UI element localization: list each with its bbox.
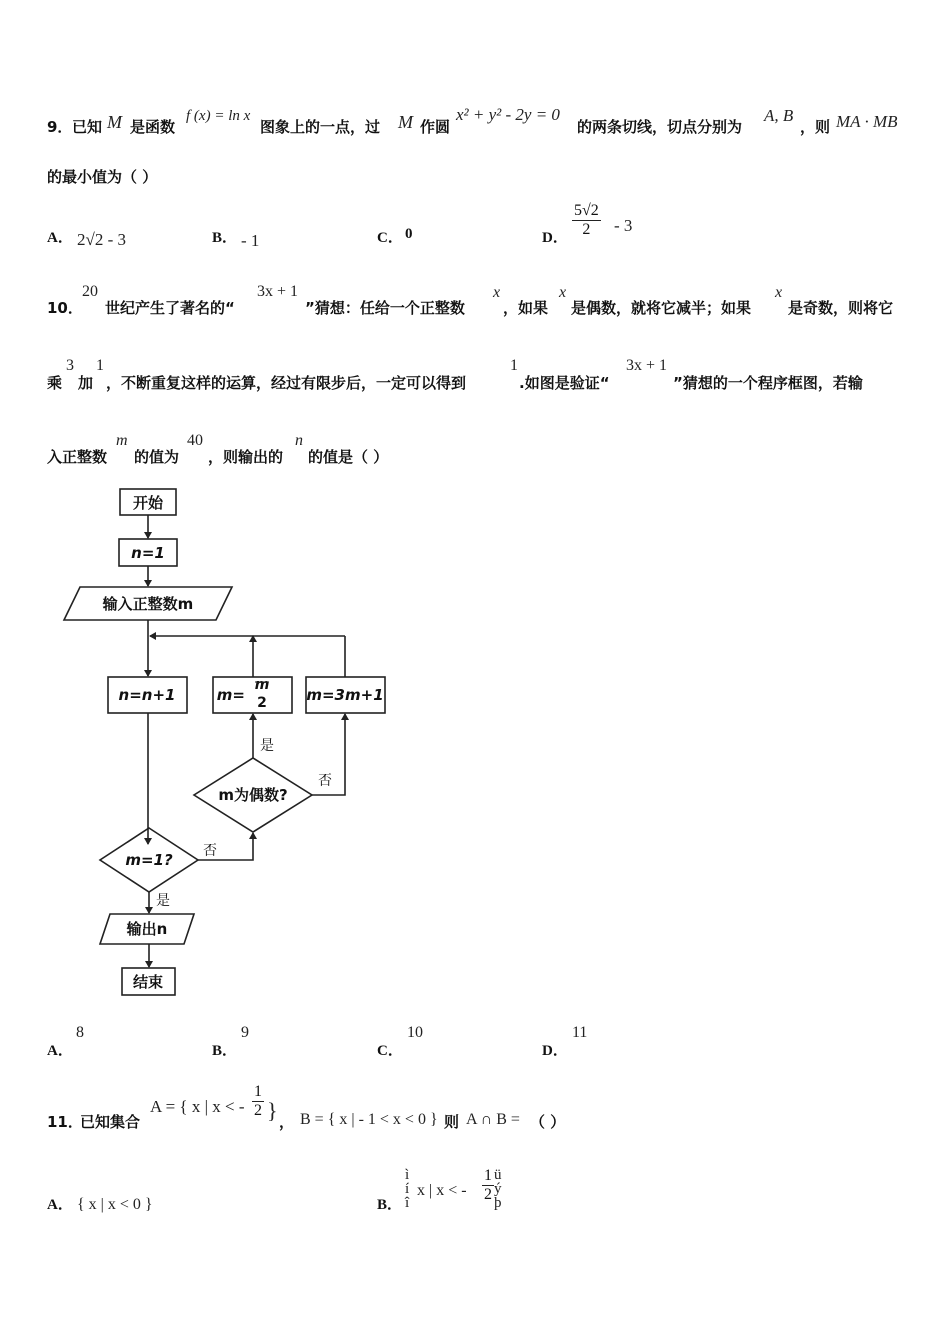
q11-option-b-value: x | x < - xyxy=(417,1182,467,1199)
q10-text-12: 的值为 xyxy=(134,448,180,466)
q10-num-1: 1 xyxy=(96,357,104,374)
q10-x-3: x xyxy=(775,284,783,301)
q9-option-b-value: - 1 xyxy=(241,231,260,250)
q10-option-c-value: 10 xyxy=(407,1024,423,1041)
q9-line-2: 的最小值为（ ） xyxy=(47,168,158,186)
q10-number: 10． xyxy=(47,299,83,317)
q10-text-6: 乘 xyxy=(47,374,63,392)
flowchart-yes-1: 是 xyxy=(260,738,274,754)
q10-text-13: ，则输出的 xyxy=(208,448,284,466)
q9-text-5: 的两条切线，切点分别为 xyxy=(577,118,743,136)
q11-set-a-fraction xyxy=(252,1083,264,1120)
flowchart-half-num: m xyxy=(254,677,270,693)
q10-text-2: ”猜想：任给一个正整数 xyxy=(305,299,465,317)
q10-option-c-label: C． xyxy=(377,1043,403,1059)
q9-function: f (x) = ln x xyxy=(186,108,251,124)
q9-text-4: 作圆 xyxy=(420,118,451,136)
q11-number: 11． xyxy=(47,1113,83,1131)
flowchart-half-left: m= xyxy=(216,686,245,704)
flowchart-init-label: n=1 xyxy=(131,544,165,562)
q11-text-2: 则 xyxy=(444,1113,460,1131)
q11-option-b-fraction xyxy=(482,1167,494,1204)
q10-text-14: 的值是（ ） xyxy=(308,448,389,466)
q11-set-a-close-brace: } xyxy=(267,1098,278,1123)
flowchart-half-den: 2 xyxy=(257,695,267,711)
q9-text-3: 图象上的一点，过 xyxy=(260,118,381,136)
q10-option-a-label: A． xyxy=(47,1043,73,1059)
q11-comma: ， xyxy=(279,1113,295,1131)
q10-text-9: .如图是验证“ xyxy=(519,374,610,392)
q10-text-5: 是奇数，则将它 xyxy=(788,299,894,317)
q11-option-b-denominator: 2 xyxy=(484,1186,492,1203)
q9-option-d-label: D． xyxy=(542,230,568,246)
q11-text-1: 已知集合 xyxy=(80,1113,141,1131)
q10-option-b-label: B． xyxy=(212,1043,238,1059)
q9-dot-product: MA · MB xyxy=(836,112,898,131)
q9-option-d-numerator: 5√2 xyxy=(574,202,599,219)
q11-set-a-definition: A = { x | x < - xyxy=(150,1097,245,1116)
q11-option-b-numerator: 1 xyxy=(484,1167,492,1184)
q11-option-b-brace-glyph: ì í î xyxy=(405,1167,410,1211)
flowchart-start-label: 开始 xyxy=(132,494,164,512)
q10-num-20: 20 xyxy=(82,283,98,300)
q10-text-7: 加 xyxy=(78,374,94,392)
q9-option-d-denominator: 2 xyxy=(582,221,591,238)
q9-option-c-label: C． xyxy=(377,230,403,246)
q10-var-n: n xyxy=(295,432,303,449)
q11-option-a-value: { x | x < 0 } xyxy=(77,1196,153,1213)
q9-circle-equation: x² + y² - 2y = 0 xyxy=(456,105,560,124)
q9-text-6: ，则 xyxy=(800,118,831,136)
q10-option-a-value: 8 xyxy=(76,1024,84,1041)
q9-text-1: 已知 xyxy=(72,118,103,136)
q9-text-2: 是函数 xyxy=(130,118,176,136)
q11-intersection: A ∩ B = xyxy=(466,1111,520,1128)
q9-var-m2: M xyxy=(398,112,413,132)
flowchart-no-2: 否 xyxy=(203,843,217,859)
q10-text-11: 入正整数 xyxy=(47,448,108,466)
q9-option-a-value: 2√2 - 3 xyxy=(77,230,126,249)
q9-option-b-label: B． xyxy=(212,230,238,246)
flowchart-output-label: 输出n xyxy=(126,920,168,938)
q10-option-d-label: D． xyxy=(542,1043,568,1059)
q10-num-40: 40 xyxy=(187,432,203,449)
q10-text-4: 是偶数，就将它减半；如果 xyxy=(571,299,752,317)
q10-text-10: ”猜想的一个程序框图，若输 xyxy=(673,374,863,392)
q10-expr-2: 3x + 1 xyxy=(626,357,668,374)
q9-option-d-tail: - 3 xyxy=(614,216,633,235)
q10-text-3: ，如果 xyxy=(503,299,549,317)
q10-text-1: 世纪产生了著名的“ xyxy=(105,299,235,317)
q11-set-a-denominator: 2 xyxy=(254,1102,262,1119)
q9-option-a-label: A． xyxy=(47,230,73,246)
q9-option-c-value: 0 xyxy=(405,226,413,242)
q11-option-b-close-glyph: ü ý þ xyxy=(494,1167,502,1211)
q10-x-1: x xyxy=(493,284,501,301)
flowchart-input-label: 输入正整数m xyxy=(102,595,194,613)
flowchart-end-label: 结束 xyxy=(132,973,164,991)
q11-set-b-definition: B = { x | - 1 < x < 0 } xyxy=(300,1111,438,1128)
flowchart-triple-label: m=3m+1 xyxy=(306,686,384,704)
q10-option-b-value: 9 xyxy=(241,1024,249,1041)
q9-points: A, B xyxy=(764,106,794,125)
flowchart-even-label: m为偶数? xyxy=(218,786,288,804)
flowchart-check-label: m=1? xyxy=(125,851,173,869)
q10-var-m: m xyxy=(116,432,128,449)
q9-number: 9． xyxy=(47,118,73,136)
q10-num-3: 3 xyxy=(66,357,74,374)
q10-text-8: ，不断重复这样的运算，经过有限步后，一定可以得到 xyxy=(106,374,467,392)
q10-num-1b: 1 xyxy=(510,357,518,374)
q10-option-d-value: 11 xyxy=(572,1024,588,1041)
flowchart-increment-label: n=n+1 xyxy=(118,686,176,704)
q11-paren: （ ） xyxy=(530,1113,566,1131)
q10-x-2: x xyxy=(559,284,567,301)
q9-var-m: M xyxy=(107,112,122,132)
flowchart-yes-2: 是 xyxy=(156,893,170,909)
q11-option-a-label: A． xyxy=(47,1197,73,1213)
q11-set-a-numerator: 1 xyxy=(254,1083,262,1100)
flowchart-no-1: 否 xyxy=(318,773,332,789)
q11-option-b-label: B． xyxy=(377,1197,403,1213)
q10-expr-1: 3x + 1 xyxy=(257,283,299,300)
